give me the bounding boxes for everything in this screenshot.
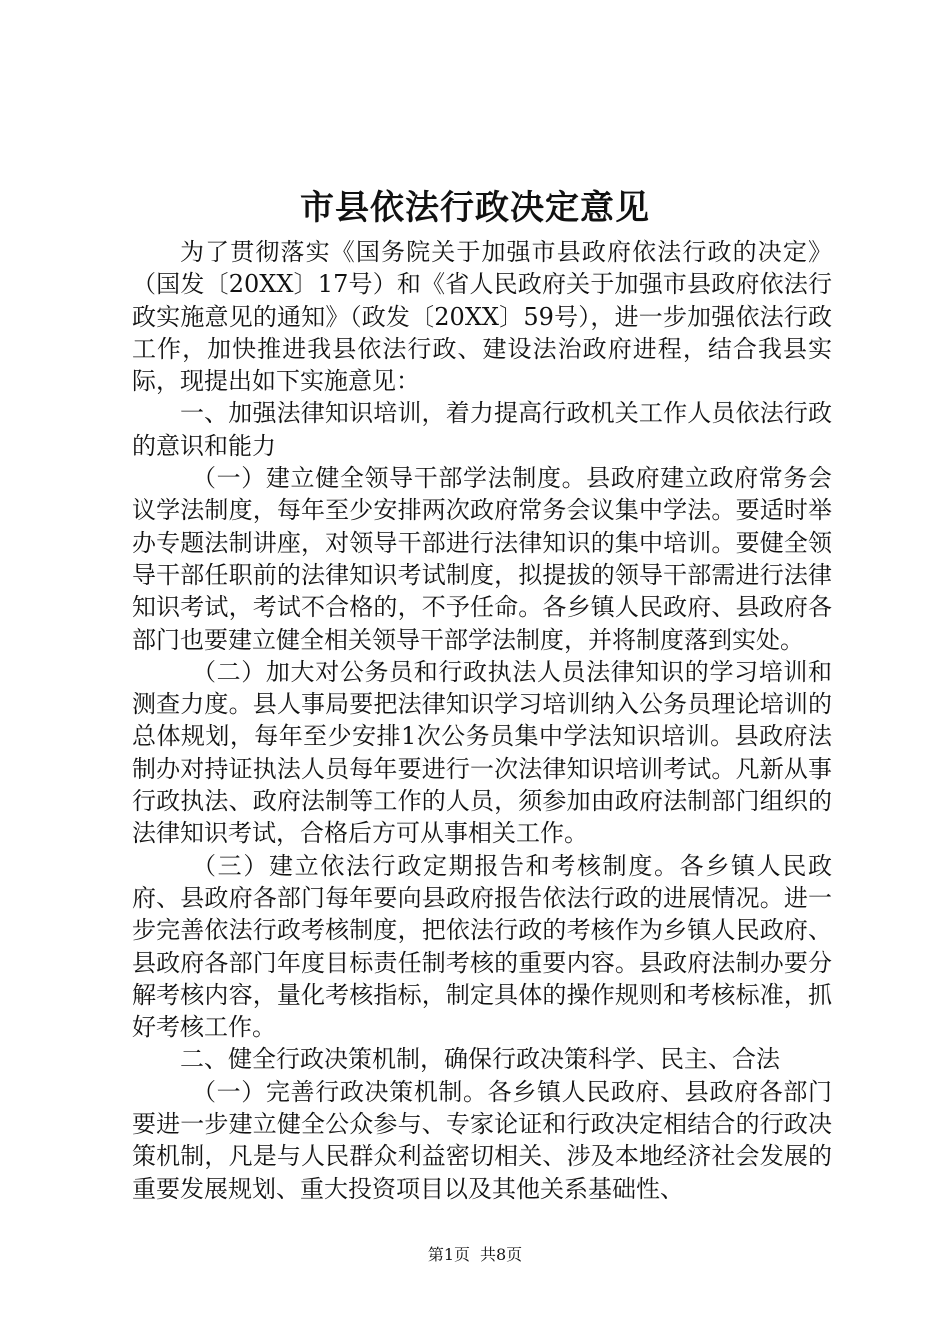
- paragraph-section-1-item-2: （二）加大对公务员和行政执法人员法律知识的学习培训和测查力度。县人事局要把法律知识学习培训纳入公务员理论培训的总体规划，每年至少安排1次公务员集中学法知识培训。县政府法制办对持证执法人员每年要进行一次法律知识培训考试。凡新从事行政执法、政府法制等工作的人员，须参加由政府法制部门组织的法律知识考试，合格后方可从事相关工作。: [132, 657, 832, 848]
- paragraph-intro: 为了贯彻落实《国务院关于加强市县政府依法行政的决定》（国发〔20XX〕17号）和《省人民政府关于加强市县政府依法行政实施意见的通知》（政发〔20XX〕59号），进一步加强依法行政工作，加快推进我县依法行政、建设法治政府进程，结合我县实际，现提出如下实施意见：: [132, 238, 832, 396]
- heading-section-1: 一、加强法律知识培训，着力提高行政机关工作人员依法行政的意识和能力: [132, 399, 832, 460]
- document-title: 市县依法行政决定意见: [300, 188, 650, 228]
- paragraph-section-2-item-1: （一）完善行政决策机制。各乡镇人民政府、县政府各部门要进一步建立健全公众参与、专家论证和行政决定相结合的行政决策机制，凡是与人民群众利益密切相关、涉及本地经济社会发展的重要发展规划、重大投资项目以及其他关系基础性、: [132, 1077, 832, 1203]
- document-body: [132, 236, 832, 1205]
- paragraph-section-1-item-1: （一）建立健全领导干部学法制度。县政府建立政府常务会议学法制度，每年至少安排两次政府常务会议集中学法。要适时举办专题法制讲座，对领导干部进行法律知识的集中培训。要健全领导干部任职前的法律知识考试制度，拟提拔的领导干部需进行法律知识考试，考试不合格的，不予任命。各乡镇人民政府、县政府各部门也要建立健全相关领导干部学法制度，并将制度落到实处。: [132, 464, 832, 654]
- page-number: 第1页: [427, 1245, 470, 1264]
- heading-section-2: 二、健全行政决策机制，确保行政决策科学、民主、合法: [180, 1045, 780, 1074]
- page-footer: [0, 1244, 950, 1266]
- page-total: 共8页: [480, 1245, 523, 1264]
- paragraph-section-1-item-3: （三）建立依法行政定期报告和考核制度。各乡镇人民政府、县政府各部门每年要向县政府报告依法行政的进展情况。进一步完善依法行政考核制度，把依法行政的考核作为乡镇人民政府、县政府各部门年度目标责任制考核的重要内容。县政府法制办要分解考核内容，量化考核指标，制定具体的操作规则和考核标准，抓好考核工作。: [132, 851, 832, 1042]
